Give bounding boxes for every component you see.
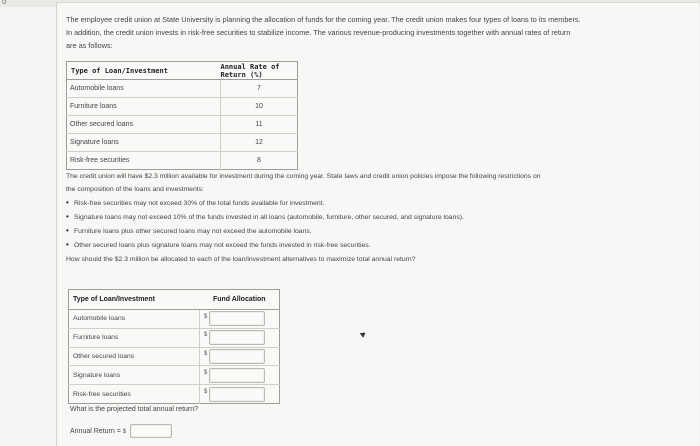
currency-symbol: $ xyxy=(204,388,208,395)
allocation-cell xyxy=(200,347,280,366)
bullet-text: Signature loans may not exceed 10% of the funds invested in all loans (automobile, furniture, other secured, and signature loans). xyxy=(74,214,464,222)
allocation-cell xyxy=(200,366,280,385)
other-secured-allocation-input[interactable] xyxy=(209,349,265,364)
bullet-icon: • xyxy=(66,198,69,208)
annual-return-label: Annual Return = xyxy=(70,427,121,435)
currency-symbol: $ xyxy=(204,313,208,320)
loan-name: Signature loans xyxy=(69,366,200,385)
table-row xyxy=(69,347,280,366)
currency-symbol: $ xyxy=(122,428,127,435)
header-rate: Annual Rate of Return (%) xyxy=(221,62,298,80)
question-total-return: What is the projected total annual return? xyxy=(70,406,199,413)
risk-free-allocation-input[interactable] xyxy=(209,387,265,402)
loan-rate: 8 xyxy=(221,152,298,170)
table-row xyxy=(69,310,280,329)
rates-table-header xyxy=(67,62,298,80)
loan-name: Furniture loans xyxy=(67,98,221,116)
intro-line: are as follows: xyxy=(66,41,113,50)
allocation-cell xyxy=(200,310,280,329)
intro-line: The employee credit union at State University is planning the allocation of funds for the coming year. The credit union makes four types of loans to its members. xyxy=(66,15,581,24)
signature-allocation-input[interactable] xyxy=(209,368,265,383)
loan-rate: 12 xyxy=(221,134,298,152)
table-row xyxy=(67,116,298,134)
question-text: How should the $2.3 million be allocated to each of the loan/investment alternatives to maximize total annual return? xyxy=(66,255,416,263)
annual-return-input[interactable] xyxy=(130,424,172,438)
constraints-intro-line: the composition of the loans and investments: xyxy=(66,186,204,194)
allocation-cell xyxy=(200,385,280,404)
bullet-text: Risk-free securities may not exceed 30% of the total funds available for investment. xyxy=(74,200,325,208)
loan-name: Automobile loans xyxy=(67,80,221,98)
currency-symbol: $ xyxy=(204,332,208,339)
table-row xyxy=(67,134,298,152)
header-allocation: Fund Allocation xyxy=(200,290,280,310)
header-type: Type of Loan/Investment xyxy=(67,62,221,80)
allocation-table-header xyxy=(69,290,280,310)
table-row xyxy=(69,328,280,347)
loan-name: Furniture loans xyxy=(69,328,200,347)
constraints-section xyxy=(66,170,696,266)
loan-name: Risk-free securities xyxy=(67,152,221,170)
bullet-icon: • xyxy=(66,226,69,236)
table-row xyxy=(67,98,298,116)
rates-table xyxy=(66,61,298,170)
bullet-item xyxy=(66,196,696,210)
loan-name: Other secured loans xyxy=(69,347,200,366)
table-row xyxy=(67,152,298,170)
allocation-table xyxy=(68,289,280,404)
loan-rate: 11 xyxy=(221,116,298,134)
automobile-allocation-input[interactable] xyxy=(209,311,265,326)
bullet-item xyxy=(66,210,696,224)
top-strip-text: o xyxy=(2,0,7,6)
loan-name: Risk-free securities xyxy=(69,385,200,404)
bullet-icon: • xyxy=(66,212,69,222)
loan-name: Other secured loans xyxy=(67,116,221,134)
bullet-text: Furniture loans plus other secured loans may not exceed the automobile loans. xyxy=(74,228,312,236)
annual-return-row xyxy=(70,424,172,438)
table-row xyxy=(69,366,280,385)
table-row xyxy=(69,385,280,404)
bullet-item xyxy=(66,238,696,252)
header-type: Type of Loan/Investment xyxy=(69,290,200,310)
problem-intro xyxy=(66,13,696,52)
loan-name: Signature loans xyxy=(67,134,221,152)
currency-symbol: $ xyxy=(204,351,208,358)
loan-name: Automobile loans xyxy=(69,310,200,329)
bullet-icon: • xyxy=(66,240,69,250)
loan-rate: 7 xyxy=(221,80,298,98)
loan-rate: 10 xyxy=(221,98,298,116)
constraints-intro-line: The credit union will have $2.3 million available for investment during the coming year. State laws and credit union policies impose the following restrictions on xyxy=(66,173,541,180)
currency-symbol: $ xyxy=(204,370,208,377)
furniture-allocation-input[interactable] xyxy=(209,330,265,345)
allocation-cell xyxy=(200,328,280,347)
bullet-item xyxy=(66,224,696,238)
bullet-text: Other secured loans plus signature loans may not exceed the funds invested in risk-free securities. xyxy=(74,242,371,250)
intro-line: In addition, the credit union invests in risk-free securities to stabilize income. The various revenue-producing investments together with annual rates of return xyxy=(66,28,571,37)
table-row xyxy=(67,80,298,98)
